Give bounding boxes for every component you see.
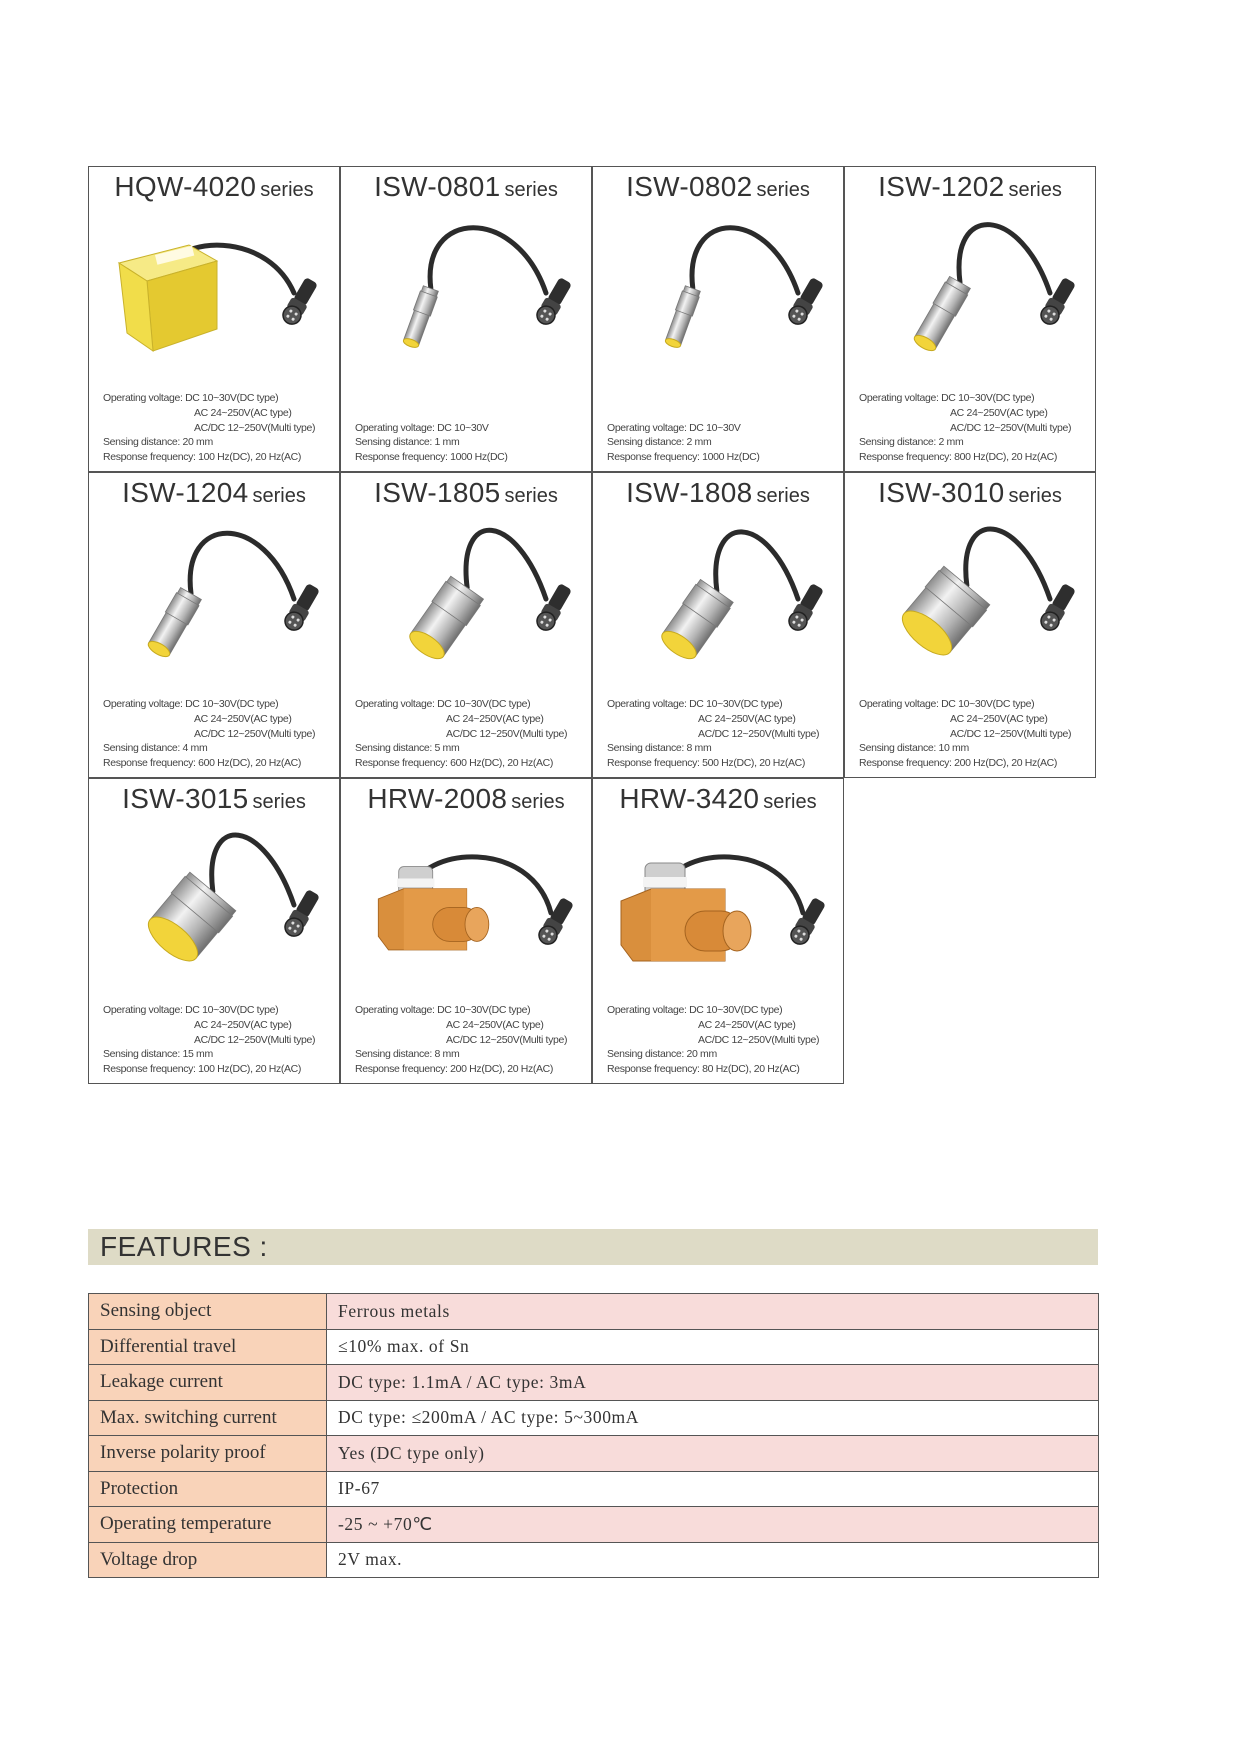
spec-line: Response frequency: 100 Hz(DC), 20 Hz(AC) xyxy=(103,451,302,464)
m8-connector-icon xyxy=(1038,582,1078,633)
spec-line: Operating voltage: DC 10~30V(DC type) xyxy=(607,1004,783,1017)
m8-connector-icon xyxy=(282,888,322,939)
product-series-label: series xyxy=(252,485,306,507)
product-card xyxy=(592,778,844,1084)
spec-line: AC 24~250V(AC type) xyxy=(194,712,292,725)
feature-value: Ferrous metals xyxy=(327,1294,1099,1330)
feature-value: DC type: 1.1mA / AC type: 3mA xyxy=(327,1365,1099,1401)
spec-line: AC/DC 12~250V(Multi type) xyxy=(698,1033,820,1046)
spec-line: Sensing distance: 20 mm xyxy=(607,1048,717,1061)
feature-row xyxy=(89,1329,1099,1365)
product-card xyxy=(340,166,592,472)
spec-line: AC 24~250V(AC type) xyxy=(446,1018,544,1031)
product-photo xyxy=(89,521,340,681)
product-photo xyxy=(593,521,844,681)
spec-line: Sensing distance: 2 mm xyxy=(607,436,712,449)
product-model: ISW-1204 xyxy=(122,477,249,508)
product-model: ISW-0801 xyxy=(374,171,501,202)
product-model: ISW-3015 xyxy=(122,783,249,814)
m8-connector-icon xyxy=(280,276,320,327)
product-title xyxy=(89,477,339,509)
cylindrical-proximity-sensor-icon xyxy=(663,285,701,349)
product-photo xyxy=(593,827,844,987)
product-grid xyxy=(88,166,1098,1086)
product-title xyxy=(845,477,1095,509)
product-title xyxy=(845,171,1095,203)
product-title xyxy=(593,171,843,203)
m8-connector-icon xyxy=(1038,276,1078,327)
cylindrical-proximity-sensor-icon xyxy=(657,579,734,665)
product-photo xyxy=(89,827,340,987)
product-specs xyxy=(355,697,591,771)
spec-line: AC/DC 12~250V(Multi type) xyxy=(194,727,316,740)
feature-label: Voltage drop xyxy=(89,1542,327,1578)
spec-line: AC 24~250V(AC type) xyxy=(698,1018,796,1031)
feature-label: Differential travel xyxy=(89,1329,327,1365)
feature-row xyxy=(89,1365,1099,1401)
product-model: HQW-4020 xyxy=(114,171,257,202)
product-specs xyxy=(607,697,843,771)
features-heading: FEATURES : xyxy=(100,1231,268,1262)
cylindrical-proximity-sensor-icon xyxy=(145,587,202,660)
m8-connector-icon xyxy=(786,276,826,327)
spec-line: Operating voltage: DC 10~30V xyxy=(355,421,489,434)
feature-label: Sensing object xyxy=(89,1294,327,1330)
spec-line: AC/DC 12~250V(Multi type) xyxy=(194,1033,316,1046)
product-model: ISW-3010 xyxy=(878,477,1005,508)
spec-line: Sensing distance: 8 mm xyxy=(607,742,712,755)
spec-line: AC 24~250V(AC type) xyxy=(698,712,796,725)
feature-label: Operating temperature xyxy=(89,1507,327,1543)
product-model: HRW-2008 xyxy=(367,783,508,814)
product-title xyxy=(89,171,339,203)
spec-line: Sensing distance: 10 mm xyxy=(859,742,969,755)
product-specs xyxy=(607,1003,843,1077)
product-card xyxy=(88,778,340,1084)
product-series-label: series xyxy=(252,791,306,813)
product-card xyxy=(844,472,1096,778)
feature-label: Max. switching current xyxy=(89,1400,327,1436)
product-specs xyxy=(103,697,339,771)
product-series-label: series xyxy=(504,179,558,201)
spec-line: Response frequency: 800 Hz(DC), 20 Hz(AC) xyxy=(859,451,1058,464)
spec-line: Sensing distance: 5 mm xyxy=(355,742,460,755)
product-model: ISW-1808 xyxy=(626,477,753,508)
spec-line: Operating voltage: DC 10~30V(DC type) xyxy=(103,392,279,405)
spec-line: AC/DC 12~250V(Multi type) xyxy=(446,1033,568,1046)
feature-value: 2V max. xyxy=(327,1542,1099,1578)
features-table xyxy=(88,1293,1099,1578)
product-specs xyxy=(607,421,843,465)
spec-line: Sensing distance: 20 mm xyxy=(103,436,213,449)
feature-row xyxy=(89,1471,1099,1507)
feature-value: ≤10% max. of Sn xyxy=(327,1329,1099,1365)
product-title xyxy=(341,477,591,509)
spec-line: Operating voltage: DC 10~30V(DC type) xyxy=(103,1004,279,1017)
product-series-label: series xyxy=(511,791,565,813)
feature-value: Yes (DC type only) xyxy=(327,1436,1099,1472)
spec-line: AC 24~250V(AC type) xyxy=(950,406,1048,419)
product-title xyxy=(341,171,591,203)
spec-line: Operating voltage: DC 10~30V(DC type) xyxy=(859,698,1035,711)
spec-line: Response frequency: 1000 Hz(DC) xyxy=(355,451,508,464)
cylindrical-proximity-sensor-icon xyxy=(911,276,971,354)
feature-label: Protection xyxy=(89,1471,327,1507)
cylindrical-proximity-sensor-icon xyxy=(405,576,485,665)
bracket-proximity-sensor-icon xyxy=(378,867,489,950)
product-photo xyxy=(341,215,592,375)
spec-line: Operating voltage: DC 10~30V(DC type) xyxy=(103,698,279,711)
spec-line: AC 24~250V(AC type) xyxy=(950,712,1048,725)
product-specs xyxy=(355,1003,591,1077)
spec-line: AC 24~250V(AC type) xyxy=(446,712,544,725)
feature-row xyxy=(89,1542,1099,1578)
spec-line: Response frequency: 100 Hz(DC), 20 Hz(AC) xyxy=(103,1063,302,1076)
product-model: ISW-1805 xyxy=(374,477,501,508)
product-card xyxy=(340,778,592,1084)
spec-line: Response frequency: 600 Hz(DC), 20 Hz(AC) xyxy=(103,757,302,770)
spec-line: Operating voltage: DC 10~30V(DC type) xyxy=(859,392,1035,405)
feature-label: Leakage current xyxy=(89,1365,327,1401)
spec-line: Sensing distance: 1 mm xyxy=(355,436,460,449)
cylindrical-proximity-sensor-icon xyxy=(141,872,237,970)
product-series-label: series xyxy=(756,179,810,201)
product-card xyxy=(844,166,1096,472)
feature-value: DC type: ≤200mA / AC type: 5~300mA xyxy=(327,1400,1099,1436)
spec-line: AC/DC 12~250V(Multi type) xyxy=(446,727,568,740)
spec-line: Response frequency: 80 Hz(DC), 20 Hz(AC) xyxy=(607,1063,800,1076)
product-photo xyxy=(341,521,592,681)
m8-connector-icon xyxy=(534,276,574,327)
m8-connector-icon xyxy=(282,582,322,633)
product-photo xyxy=(89,215,340,375)
spec-line: Operating voltage: DC 10~30V(DC type) xyxy=(355,1004,531,1017)
feature-value: -25 ~ +70℃ xyxy=(327,1507,1099,1543)
m8-connector-icon xyxy=(788,896,828,947)
product-series-label: series xyxy=(763,791,817,813)
spec-line: Response frequency: 1000 Hz(DC) xyxy=(607,451,760,464)
spec-line: AC 24~250V(AC type) xyxy=(194,1018,292,1031)
spec-line: Response frequency: 200 Hz(DC), 20 Hz(AC) xyxy=(859,757,1058,770)
product-title xyxy=(89,783,339,815)
product-series-label: series xyxy=(756,485,810,507)
product-series-label: series xyxy=(1008,179,1062,201)
product-card xyxy=(88,472,340,778)
spec-line: AC/DC 12~250V(Multi type) xyxy=(698,727,820,740)
product-title xyxy=(593,477,843,509)
spec-line: AC/DC 12~250V(Multi type) xyxy=(950,421,1072,434)
product-title xyxy=(341,783,591,815)
feature-label: Inverse polarity proof xyxy=(89,1436,327,1472)
bracket-proximity-sensor-icon xyxy=(621,863,751,961)
product-card xyxy=(340,472,592,778)
spec-line: Response frequency: 600 Hz(DC), 20 Hz(AC) xyxy=(355,757,554,770)
spec-line: AC/DC 12~250V(Multi type) xyxy=(950,727,1072,740)
product-specs xyxy=(103,391,339,465)
cylindrical-proximity-sensor-icon xyxy=(401,285,439,349)
feature-row xyxy=(89,1400,1099,1436)
product-photo xyxy=(593,215,844,375)
spec-line: Sensing distance: 2 mm xyxy=(859,436,964,449)
feature-value: IP-67 xyxy=(327,1471,1099,1507)
spec-line: Operating voltage: DC 10~30V(DC type) xyxy=(355,698,531,711)
product-specs xyxy=(355,421,591,465)
feature-row xyxy=(89,1507,1099,1543)
features-heading-bar xyxy=(88,1229,1098,1265)
product-card xyxy=(592,472,844,778)
feature-row xyxy=(89,1436,1099,1472)
product-model: ISW-0802 xyxy=(626,171,753,202)
spec-line: Operating voltage: DC 10~30V(DC type) xyxy=(607,698,783,711)
product-series-label: series xyxy=(504,485,558,507)
product-model: ISW-1202 xyxy=(878,171,1005,202)
block-proximity-sensor-icon xyxy=(119,245,217,351)
m8-connector-icon xyxy=(534,582,574,633)
product-series-label: series xyxy=(260,179,314,201)
product-model: HRW-3420 xyxy=(619,783,760,814)
cylindrical-proximity-sensor-icon xyxy=(895,566,991,664)
feature-row xyxy=(89,1294,1099,1330)
spec-line: AC 24~250V(AC type) xyxy=(194,406,292,419)
product-specs xyxy=(103,1003,339,1077)
product-photo xyxy=(845,215,1096,375)
spec-line: Operating voltage: DC 10~30V xyxy=(607,421,741,434)
product-series-label: series xyxy=(1008,485,1062,507)
product-title xyxy=(593,783,843,815)
spec-line: Response frequency: 500 Hz(DC), 20 Hz(AC) xyxy=(607,757,806,770)
spec-line: Sensing distance: 4 mm xyxy=(103,742,208,755)
spec-line: AC/DC 12~250V(Multi type) xyxy=(194,421,316,434)
spec-line: Response frequency: 200 Hz(DC), 20 Hz(AC) xyxy=(355,1063,554,1076)
m8-connector-icon xyxy=(786,582,826,633)
spec-line: Sensing distance: 15 mm xyxy=(103,1048,213,1061)
product-photo xyxy=(341,827,592,987)
product-specs xyxy=(859,697,1095,771)
product-card xyxy=(592,166,844,472)
spec-line: Sensing distance: 8 mm xyxy=(355,1048,460,1061)
product-photo xyxy=(845,521,1096,681)
m8-connector-icon xyxy=(536,896,576,947)
product-card xyxy=(88,166,340,472)
product-specs xyxy=(859,391,1095,465)
